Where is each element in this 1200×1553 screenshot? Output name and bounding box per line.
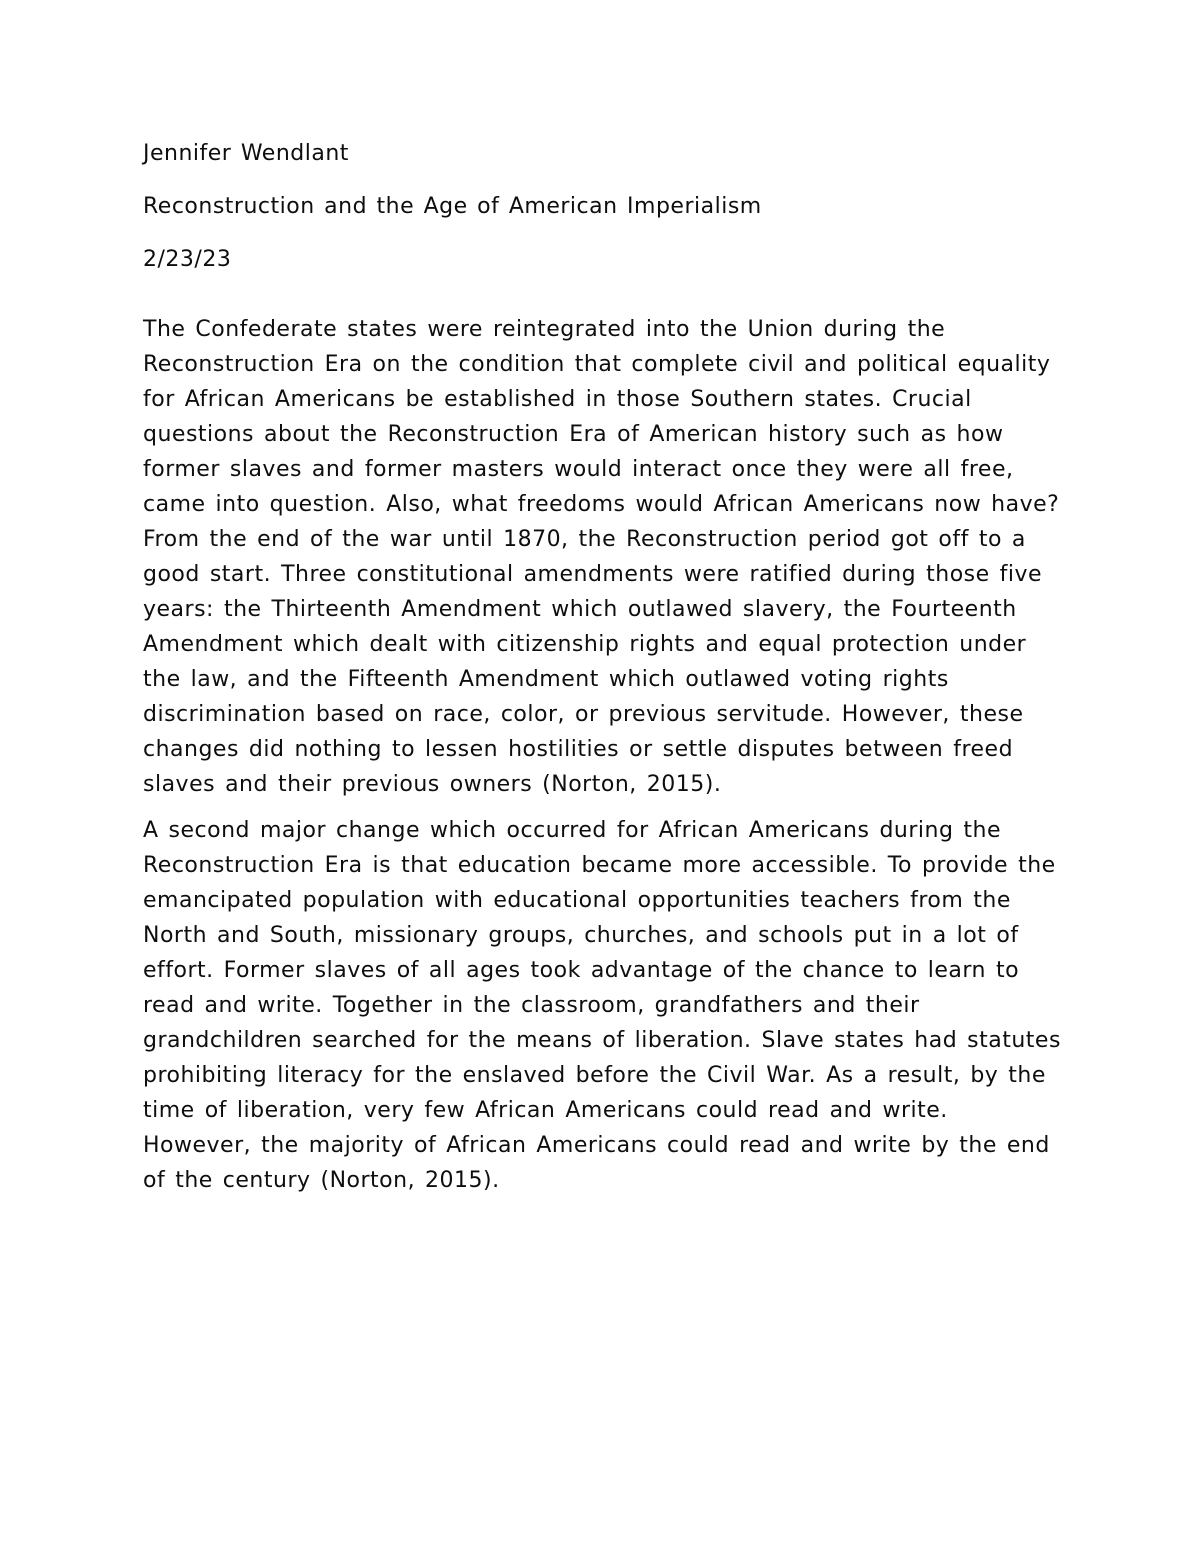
title-line: Reconstruction and the Age of American Imperialism	[143, 194, 762, 219]
date-line: 2/23/23	[143, 247, 232, 272]
paragraph-1: The Confederate states were reintegrated into the Union during the Reconstruction Era on the condition that complete civil and political equality for African Americans be established in those Southern states. Crucial questions about the Reconstruction Era of American history such as how former slaves and former masters would interact once they were all free, came into question. Also, what freedoms would African Americans now have? From the end of the war until 1870, the Reconstruction period got off to a good start. Three constitutional amendments were ratified during those five years: the Thirteenth Amendment which outlawed slavery, the Fourteenth Amendment which dealt with citizenship rights and equal protection under the law, and the Fifteenth Amendment which outlawed voting rights discrimination based on race, color, or previous servitude. However, these changes did nothing to lessen hostilities or settle disputes between freed slaves and their previous owners (Norton, 2015).	[143, 317, 1060, 797]
paragraph-2: A second major change which occurred for African Americans during the Reconstruction Era is that education became more accessible. To provide the emancipated population with educational opportunities teachers from the North and South, missionary groups, churches, and schools put in a lot of effort. Former slaves of all ages took advantage of the chance to learn to read and write. Together in the classroom, grandfathers and their grandchildren searched for the means of liberation. Slave states had statutes prohibiting literacy for the enslaved before the Civil War. As a result, by the time of liberation, very few African Americans could read and write. However, the majority of African Americans could read and write by the end of the century (Norton, 2015).	[143, 818, 1061, 1193]
document-body	[143, 312, 1062, 1198]
author-line: Jennifer Wendlant	[143, 141, 349, 166]
document-header	[143, 143, 1062, 271]
